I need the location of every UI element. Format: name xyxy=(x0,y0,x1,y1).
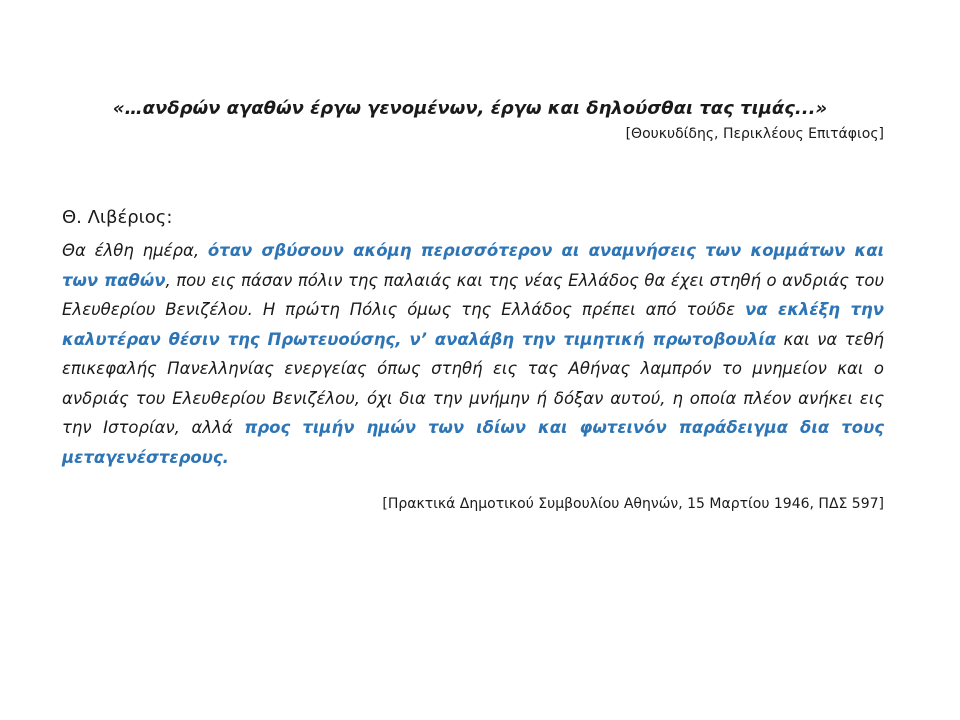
speech-segment-highlight: όταν σβύσουν ακόμη περισσότερον αι αναμνήσεις των κομμάτων και των παθών xyxy=(62,241,885,290)
speech-segment-highlight: προς τιμήν ημών των ιδίων και φωτεινόν παράδειγμα δια τους μεταγενέστερους. xyxy=(62,418,884,467)
speech-segment-highlight: να εκλέξη την καλυτέραν θέσιν της Πρωτευούσης, ν’ αναλάβη την τιμητική πρωτοβουλία xyxy=(62,300,884,349)
speech-body xyxy=(62,236,884,472)
speech-source: [Πρακτικά Δημοτικού Συμβουλίου Αθηνών, 15 Μαρτίου 1946, ΠΔΣ 597] xyxy=(382,496,884,512)
epigraph-source: [Θουκυδίδης, Περικλέους Επιτάφιος] xyxy=(625,126,884,142)
speaker-name: Θ. Λιβέριος: xyxy=(62,207,173,228)
speech-segment: Θα έλθη ημέρα, xyxy=(62,241,208,260)
speech-segment: , που εις πάσαν πόλιν της παλαιάς και της νέας Ελλάδος θα έχει στηθή ο ανδριάς του Ελευθερίου Βενιζέλου. Η πρώτη Πόλις όμως της Ελλάδος πρέπει από τούδε xyxy=(62,270,884,319)
speech-segment: και να τεθή επικεφαλής Πανελληνίας ενεργείας όπως στηθή εις τας Αθήνας λαμπρόν το μνημείον και ο ανδριάς του Ελευθερίου Βενιζέλου, όχι δια την μνήμην ή δόξαν αυτού, η οποία πλέον ανήκει εις την Ιστορίαν, αλλά xyxy=(62,329,884,437)
epigraph-quote: «…ανδρών αγαθών έργω γενομένων, έργω και δηλούσθαι τας τιμάς...» xyxy=(112,98,828,119)
